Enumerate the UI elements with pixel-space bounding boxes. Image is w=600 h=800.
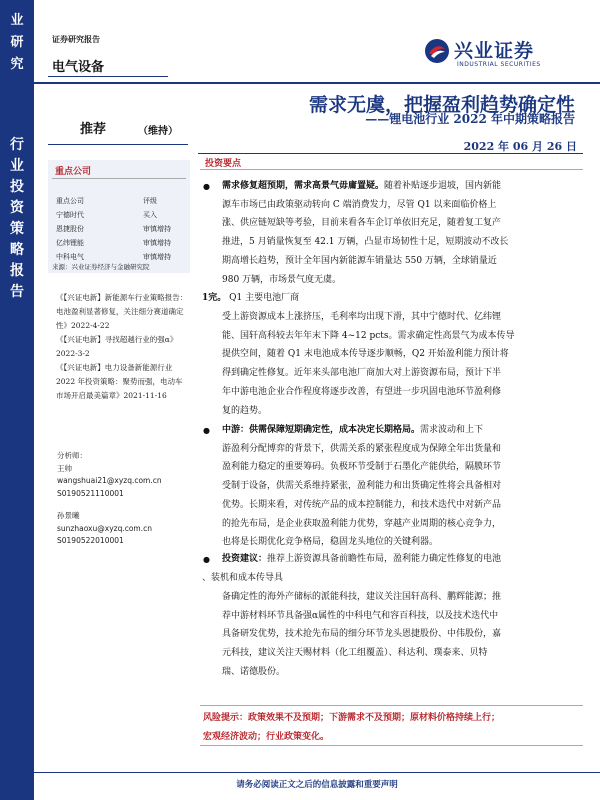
divider bbox=[52, 178, 186, 179]
analyst-name: 王帅 bbox=[57, 463, 72, 473]
bullet-icon: ● bbox=[203, 182, 210, 191]
logo-icon bbox=[424, 38, 450, 64]
risk-warning: 风险提示：政策效果不及预期；下游需求不及预期；原材料价格持续上行； 宏观经济波动；行业政策变化。 bbox=[203, 713, 501, 742]
divider bbox=[200, 745, 583, 746]
report-type: 证券研究报告 bbox=[52, 34, 100, 44]
analyst-name: 孙景曦 bbox=[57, 511, 80, 520]
paragraph-battery-body: 受上游资源成本上涨挤压，毛利率均出现下滑，其中宁德时代、亿纬锂 能、国轩高科较去年年末下降 4~12 pcts。需求确定性高景气为成本传导 提供空间，随着 Q1 末电池成本传导逐步顺畅，Q2 开始盈利能力预计将 得到确定性修复。近年来头部电池厂商加大对上游资源布局，预计下半 年中游电池企业合作程度将逐步改善，有望进一步巩固电池环节盈利修 复的趋势。 bbox=[222, 312, 515, 416]
rating-sub: （维持） bbox=[138, 126, 178, 137]
bullet-icon: ● bbox=[203, 426, 210, 435]
table-source: 来源：兴业证券经济与金融研究院 bbox=[52, 263, 150, 271]
paragraph-suggestion-body: 备确定性的海外产储标的派能科技，建议关注国轩高科、鹏辉能源；推 荐中游材料环节具备强α属性的中科电气和容百科技，以及技术迭代中 具备研发优势，技术抢先布局的细分环节龙头恩捷股份、中伟股份，嘉 元科技，建议关注天赐材料（化工组覆盖）、科达利、璞泰来、贝特 瑞、诺德股份。 bbox=[222, 592, 502, 677]
paragraph-midstream: 中游：供需保障短期确定性，成本决定长期格局。需求波动和上下 游盈利分配博弈的背景下，供需关系的紧张程度成为保障全年出货量和 盈利能力稳定的重要筹码。负极环节受制于石墨化产能供给，隔膜环节 受制于设备，供需关系维持紧张，盈利能力和出货确定性将会具备相对 优势。长期来看，对传统产品的成本控制能力，和技术迭代中对新产品 的抢先布局，是企业获取盈利能力优势，穿越产业周期的核心竞争力， 也将是长期优化竞争格局，稳固龙头地位的关键利器。 bbox=[222, 425, 502, 548]
divider bbox=[200, 705, 583, 706]
analyst-cert: S0190521110001 bbox=[57, 488, 124, 498]
divider bbox=[200, 169, 583, 170]
footer-divider bbox=[34, 772, 600, 773]
paragraph-battery: 1完。 Q1 主要电池厂商 bbox=[202, 293, 300, 303]
logo-en: INDUSTRIAL SECURITIES bbox=[457, 61, 541, 68]
related-report-item[interactable]: 《【兴证电新】电力设备新能源行业 2022 年投资策略：聚势而强，电动车市场开启最美篇章》2021-11-16 bbox=[56, 363, 183, 400]
analyst-email[interactable]: wangshuai21@xyzq.com.cn bbox=[57, 476, 162, 485]
analyst-block bbox=[57, 510, 187, 548]
investment-title: 投资要点 bbox=[205, 159, 242, 169]
sidebar-top-label: 业 研 究 bbox=[10, 13, 24, 72]
sidebar-category-label: 行 业 投 资 策 略 报 告 bbox=[10, 137, 24, 300]
analyst-block bbox=[57, 450, 187, 500]
logo-name: 兴业证券 bbox=[454, 40, 535, 62]
divider bbox=[198, 153, 583, 154]
paragraph-suggestion: 投资建议：推荐上游资源具备前瞻性布局，盈利能力确定性修复的电池 bbox=[222, 554, 502, 564]
related-report-item[interactable]: 《【兴证电新】寻找超越行业的强α》2022-3-2 bbox=[56, 335, 178, 358]
divider bbox=[48, 144, 188, 145]
paragraph-demand: 需求修复超预期，需求高景气毋庸置疑。随着补贴逐步退坡，国内新能 源车市场已由政策驱动转向 C 端消费发力，尽管 Q1 以来面临价格上 涨、供应链短缺等考验，目前来看各车企订单依旧充足，随着复工复产 推进，5 月销量恢复至 42.1 万辆，凸显市场韧性十足，短期波动不改长 期高增长趋势，预计全年国内新能源车销量达 550 万辆，全球销量近 980 万辆，市场景气度无虞。 bbox=[222, 181, 509, 285]
divider bbox=[48, 76, 168, 77]
company-logo bbox=[424, 36, 584, 72]
report-subtitle: ——锂电池行业 2022 年中期策略报告 bbox=[365, 112, 575, 126]
footer-disclaimer: 请务必阅读正文之后的信息披露和重要声明 bbox=[236, 780, 398, 790]
rating-label: 推荐 bbox=[80, 122, 107, 137]
related-reports bbox=[56, 291, 188, 403]
key-companies-title: 重点公司 bbox=[55, 167, 92, 177]
analyst-label: 分析师： bbox=[57, 451, 87, 460]
analyst-cert: S0190522010001 bbox=[57, 536, 124, 545]
paragraph-suggestion-cont: 、装机和成本传导具 bbox=[202, 573, 284, 583]
header-divider bbox=[34, 82, 600, 84]
report-date: 2022 年 06 月 26 日 bbox=[463, 140, 577, 153]
related-report-item[interactable]: 《【兴证电新】新能源车行业策略报告：电池盈利显著修复，关注细分赛道确定性》2022-4-22 bbox=[56, 293, 188, 330]
bullet-icon: ● bbox=[203, 555, 210, 564]
industry-name: 电气设备 bbox=[52, 60, 105, 75]
analyst-email[interactable]: sunzhaoxu@xyzq.com.cn bbox=[57, 523, 152, 533]
sidebar-band bbox=[0, 0, 34, 800]
report-title: 需求无虞，把握盈利趋势确定性 bbox=[308, 94, 575, 116]
